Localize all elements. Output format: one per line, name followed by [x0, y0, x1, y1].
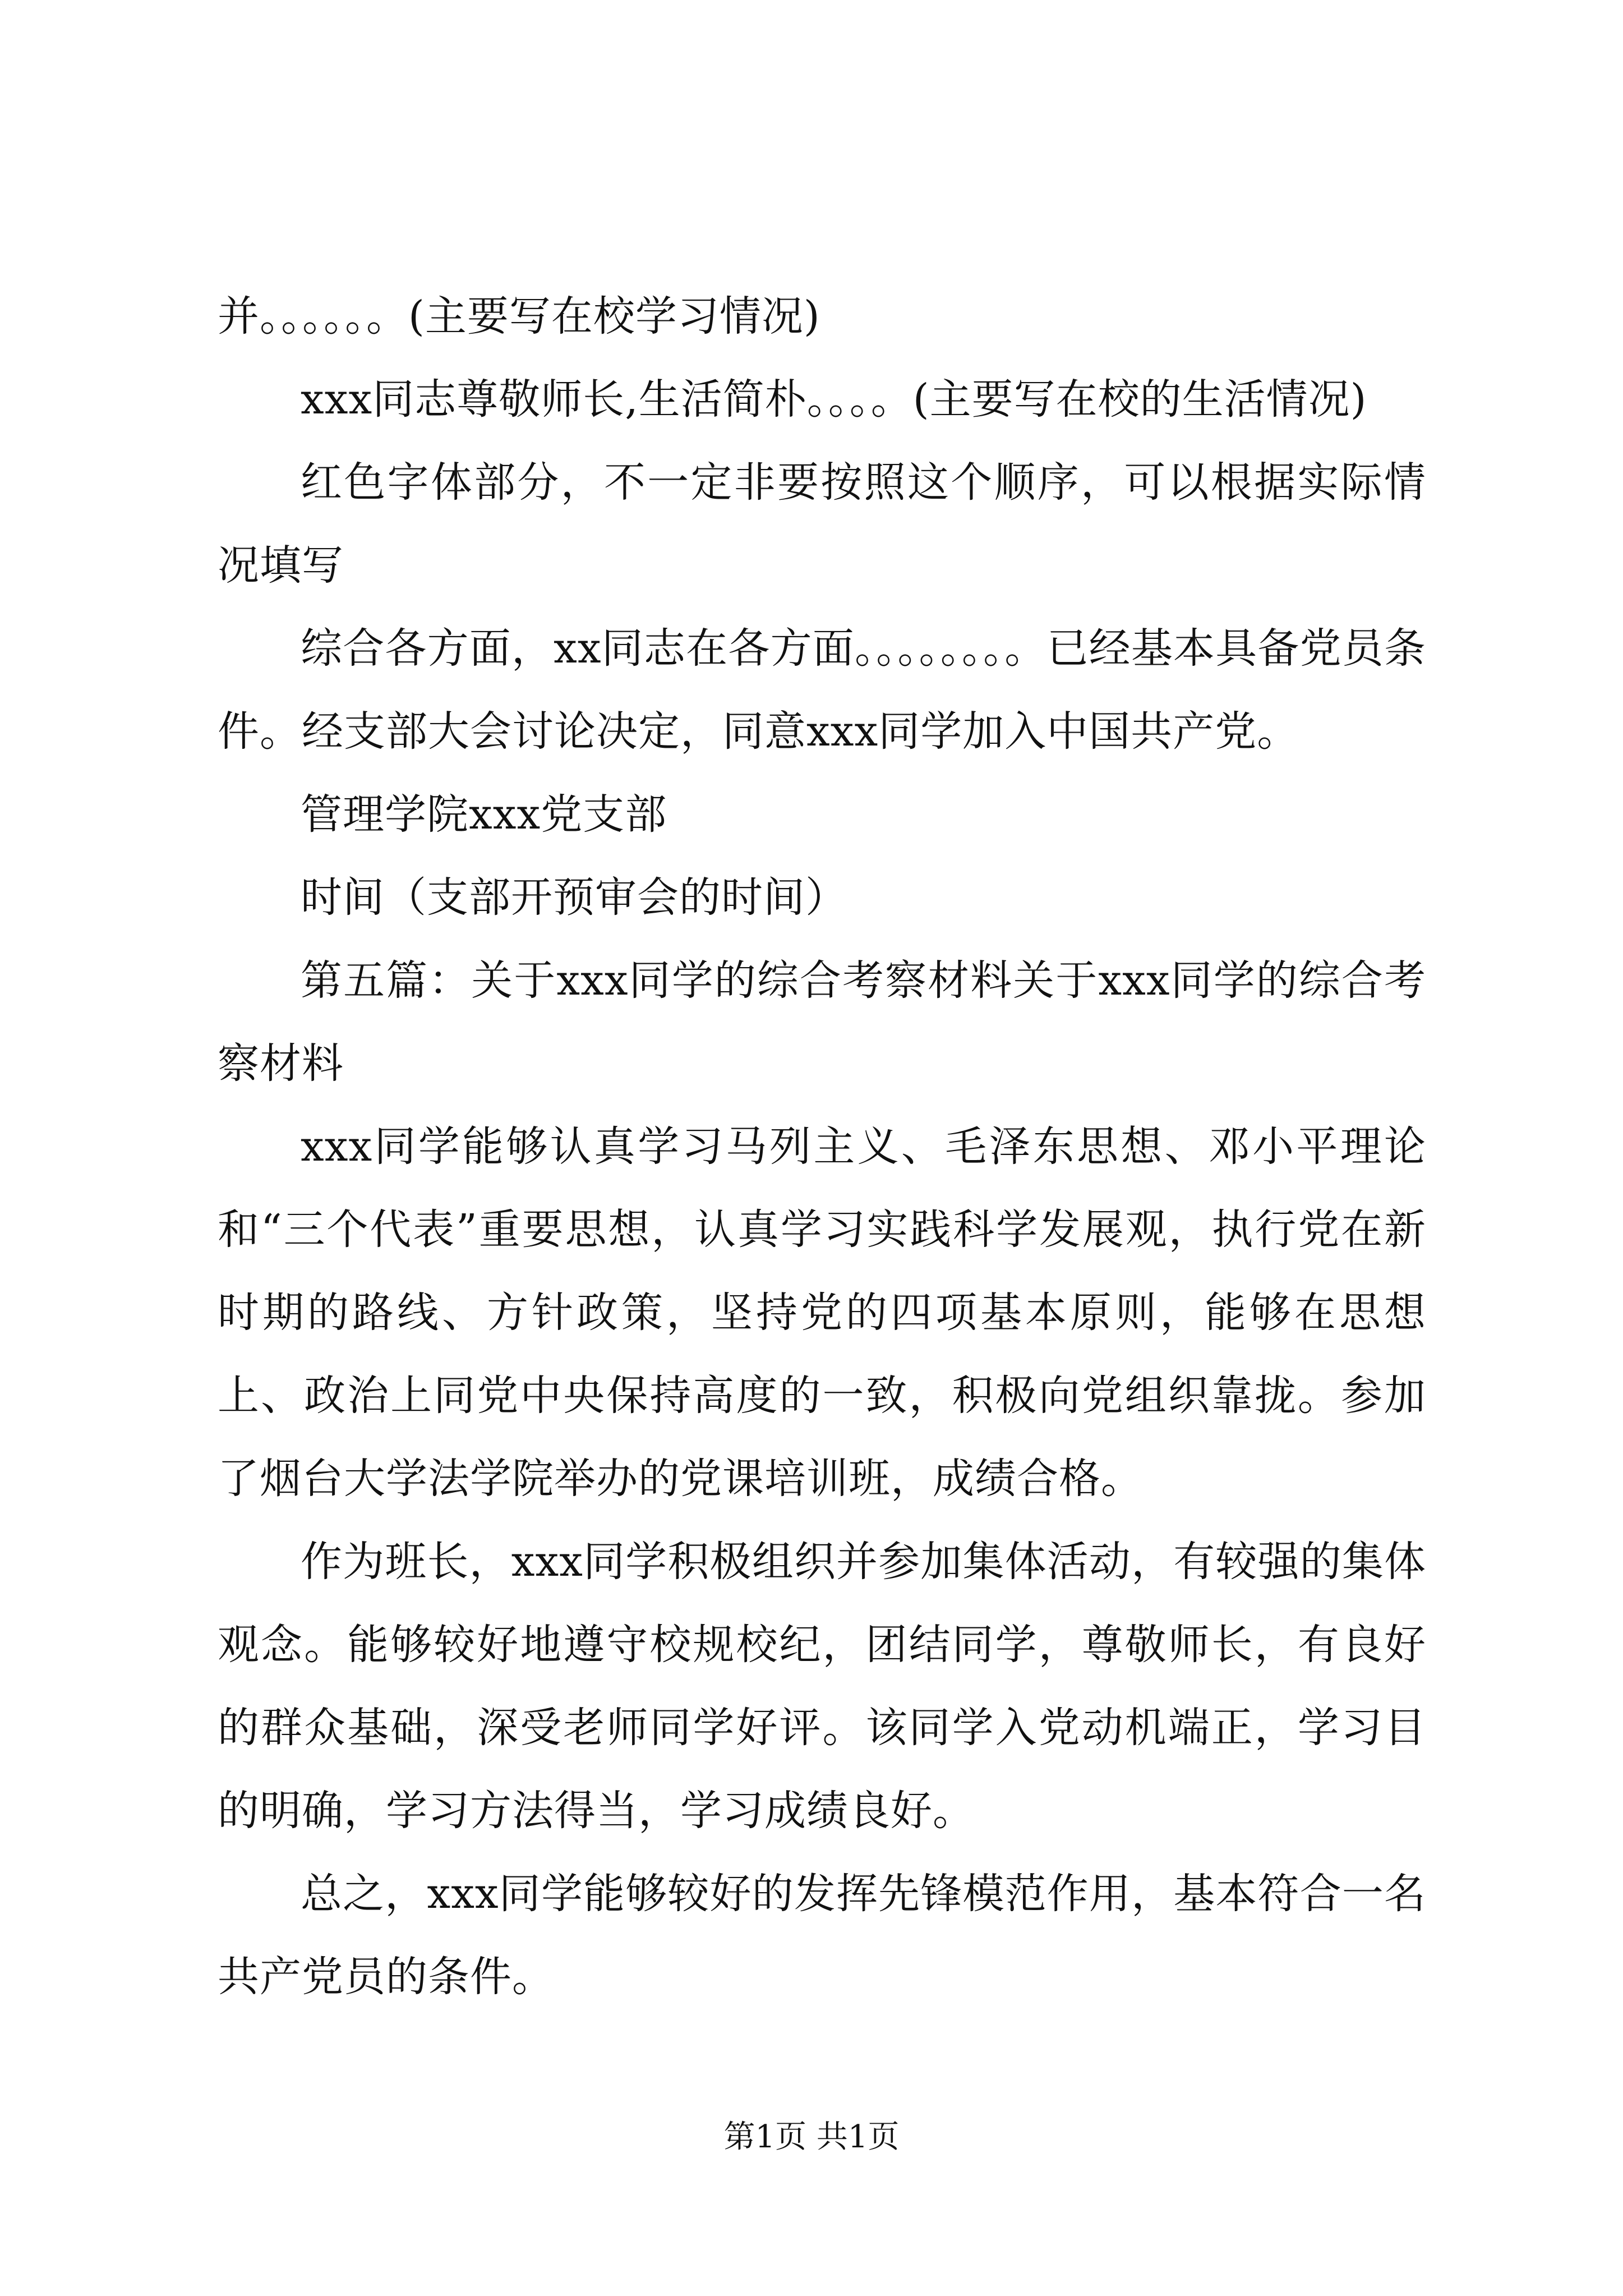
paragraph-summary: 总之，xxx同学能够较好的发挥先锋模范作用，基本符合一名共产党员的条件。 [218, 1870, 1426, 2001]
paragraph-class-monitor: 作为班长，xxx同学积极组织并参加集体活动，有较强的集体观念。能够较好地遵守校规校纪，团结同学，尊敬师长，有良好的群众基础，深受老师同学好评。该同学入党动机端正，学习目的明确，学习方法得当，学习成绩良好。 [218, 1538, 1426, 1835]
paragraph-branch-name: 管理学院xxx党支部 [301, 790, 667, 839]
paragraph-date-note: 时间（支部开预审会的时间） [301, 873, 847, 922]
page-number-label: 第1页 共1页 [723, 2119, 900, 2155]
paragraph-study-note: 并。。。。。。(主要写在校学习情况) [218, 292, 820, 341]
document-body [218, 275, 1426, 2018]
paragraph-red-font-note: 红色字体部分，不一定非要按照这个顺序，可以根据实际情况填写 [218, 458, 1426, 590]
paragraph-ideology: xxx同学能够认真学习马列主义、毛泽东思想、邓小平理论和“三个代表”重要思想，认真学习实践科学发展观，执行党在新时期的路线、方针政策，坚持党的四项基本原则，能够在思想上、政治上同党中央保持高度的一致，积极向党组织靠拢。参加了烟台大学法学院举办的党课培训班，成绩合格。 [218, 1122, 1426, 1503]
page-footer [0, 2115, 1623, 2160]
paragraph-conclusion: 综合各方面，xx同志在各方面。。。。。。。。已经基本具备党员条件。经支部大会讨论决定，同意xxx同学加入中国共产党。 [218, 624, 1426, 756]
paragraph-section-heading: 第五篇：关于xxx同学的综合考察材料关于xxx同学的综合考察材料 [218, 956, 1426, 1088]
paragraph-life-note: xxx同志尊敬师长,生活简朴。。。。(主要写在校的生活情况) [301, 375, 1367, 424]
